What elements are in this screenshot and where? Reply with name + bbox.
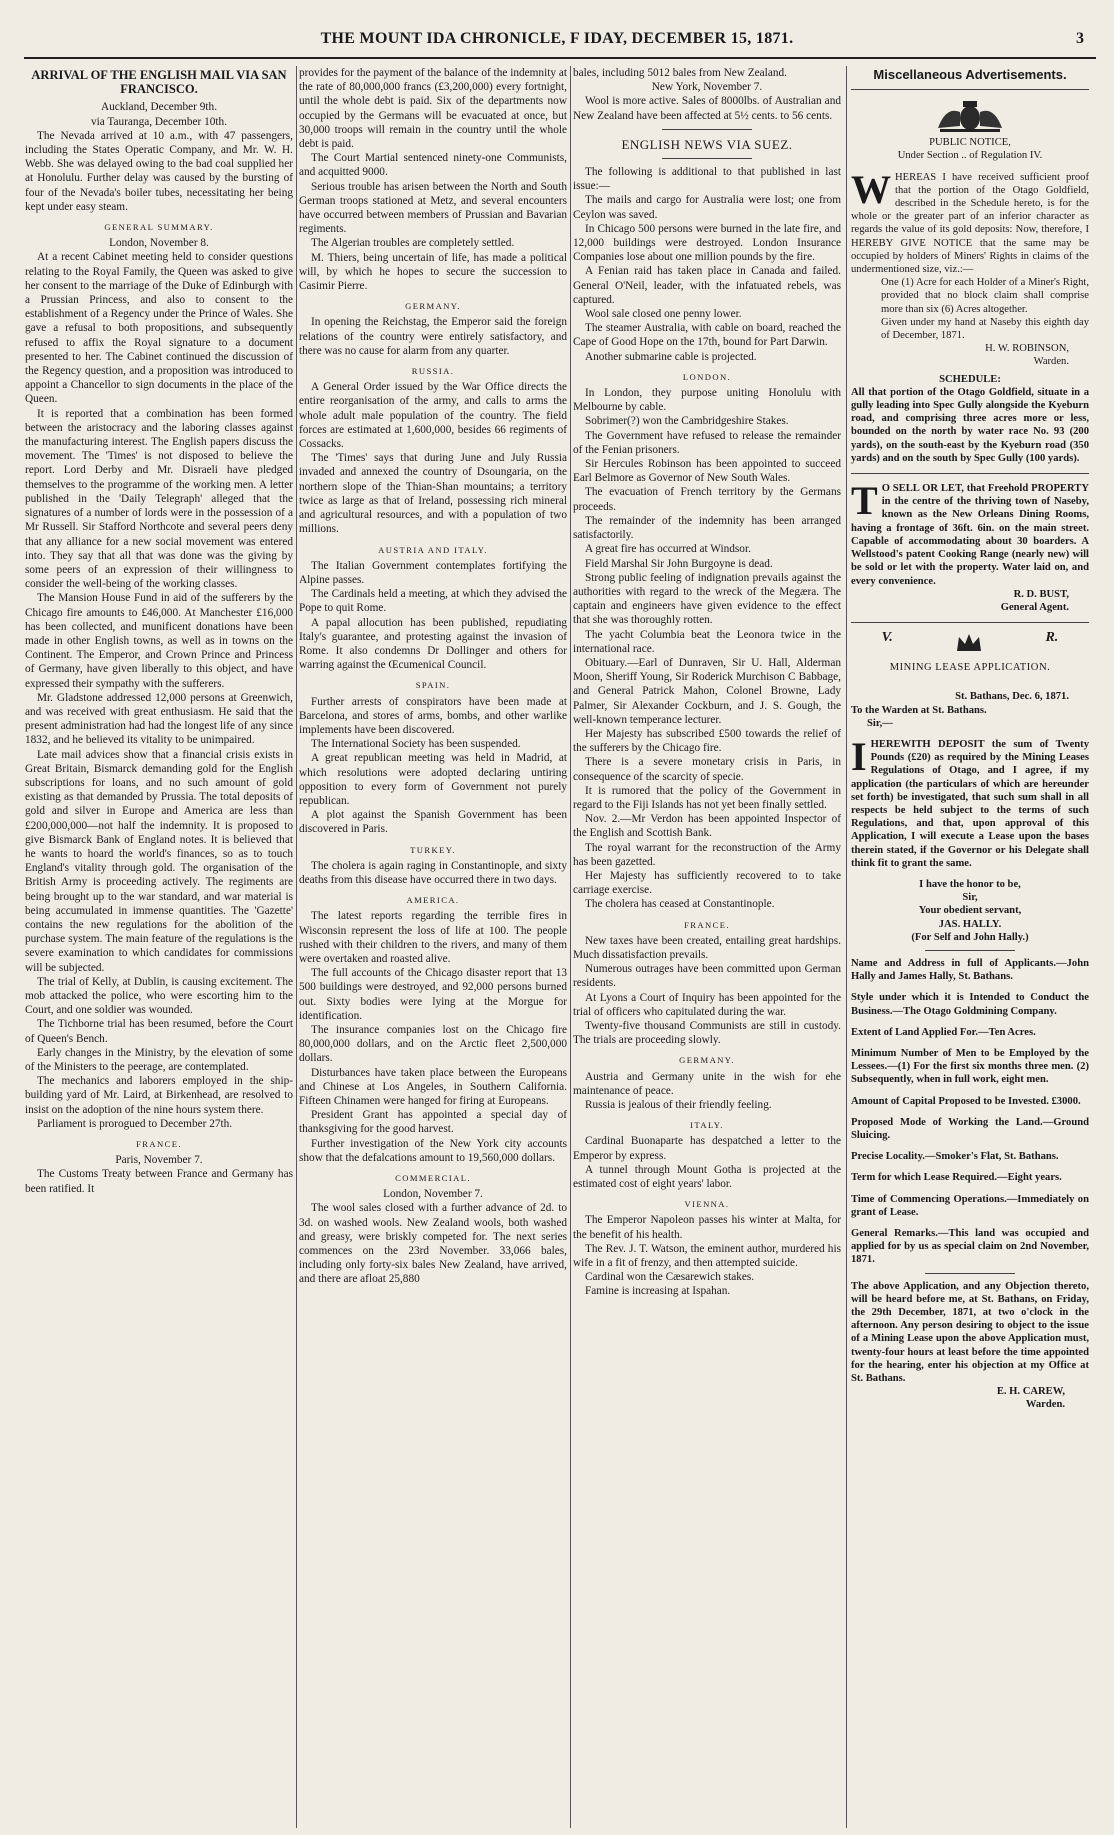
paragraph: At Lyons a Court of Inquiry has been appointed for the trial of officers who capitulated during the war. [573, 991, 841, 1018]
lease-field: Amount of Capital Proposed to be Invested. £3000. [851, 1095, 1081, 1107]
crown-icon [954, 631, 984, 655]
paragraph: Late mail advices show that a financial crisis exists in Great Britain, Bismarck demanding gold for the English subscriptions for loans, and no such amount of gold existing as that demanded by Prussia. The total deposits of gold and silver in Europe and America are less than £200,000,000—not half the indemnity. It is proposed to give Bismarck Bank of England notes. It is believed that he wants to hoard the world's finances, so as to touch England's vitality through gold. The organisation of the British Army is proceeding actively. The regiments are being brought up to the war standard, and war material is being accumulated in immense quantities. The 'Gazette' contains the new regulations for the abolition of the purchase system. The main feature of the regulations is the severe examination to which candidates for commissions will be subjected. [25, 748, 293, 974]
section-divider [925, 950, 1015, 951]
lease-salutation: Sir,— [867, 717, 893, 729]
paragraph: In Chicago 500 persons were burned in the late fire, and 12,000 buildings were destroyed. London Insurance Companies lose about one million pounds by the fire. [573, 222, 841, 264]
section-divider [662, 158, 752, 159]
subheading: TURKEY. [410, 844, 456, 855]
paragraph: Mr. Gladstone addressed 12,000 persons at Greenwich, and was received with great enthusiasm. He said that the present administration had had the longest life of any since 1832, and he believed its vitality to be unimpaired. [25, 691, 293, 747]
paragraph: Field Marshal Sir John Burgoyne is dead. [585, 557, 773, 570]
paragraph: A tunnel through Mount Gotha is projected at the estimated cost of eight years' labor. [573, 1163, 841, 1191]
paragraph: Her Majesty has subscribed £500 towards the relief of the sufferers by the Chicago fire. [573, 727, 841, 755]
subheading: GERMANY. [405, 301, 461, 312]
paragraph: The evacuation of French territory by the Germans proceeds. [573, 486, 841, 513]
column-3 [573, 66, 841, 1828]
paragraph: Sir Hercules Robinson has been appointed to succeed Earl Belmore as Governor of New South Wales. [573, 458, 841, 485]
paragraph: Famine is increasing at Ispahan. [585, 1285, 731, 1298]
paragraph: Her Majesty has sufficiently recovered to to take carriage exercise. [573, 869, 841, 897]
signature: E. H. CAREW, [996, 1386, 1065, 1398]
paragraph: Cardinal won the Cæsarewich stakes. [585, 1271, 755, 1284]
lease-body-text: HEREWITH DEPOSIT the sum of Twenty Pounds (£20) as required by the Mining Leases Regulations of Otago, and I agree, if my application (the particulars of which are hereunder set forth) be investigated, that such sum shall in all respects be held subject to the terms of such Regulations, and that, upon approval of this Application, I will execute a Lease upon the bases therein stated, if the Governor or his Delegate shall think fit to grant the same. [851, 738, 1089, 869]
column-rule [570, 66, 571, 1828]
paragraph: In London, they purpose uniting Honolulu with Melbourne by cable. [573, 387, 841, 414]
paragraph: Twenty-five thousand Communists are still in custody. The trials are proceeding slowly. [573, 1020, 841, 1047]
article-heading: ENGLISH NEWS VIA SUEZ. [621, 136, 793, 152]
paragraph: At a recent Cabinet meeting held to consider questions relating to the Royal Family, the Queen was asked to give her consent to the marriage of the Duke of Edinburgh with a Prussian Princess, and also to consent to the establishment of a Regency under the Prince of Wales. She gave a refusal to both propositions, and subsequently refused to affix the Royal signature to a document presented to her. The Cabinet continued the discussion of the Regency question, and a proposition was introduced to appoint a Chancellor to sign documents in the place of the Queen. [25, 251, 293, 406]
paragraph: A plot against the Spanish Government has been discovered in Paris. [299, 809, 567, 836]
subheading: VIENNA. [684, 1199, 730, 1210]
paragraph: The cholera has ceased at Constantinople. [585, 898, 775, 911]
notice-subtitle: Under Section .. of Regulation IV. [897, 150, 1043, 162]
paragraph: The Customs Treaty between France and Germany has been ratified. It [25, 1168, 293, 1195]
paragraph: The Algerian troubles are completely settled. [311, 237, 515, 250]
dateline: London, November 7. [383, 1188, 483, 1201]
paragraph: Serious trouble has arisen between the North and South German troops stationed at Metz, and several encounters have occurred between members of Prussian and Bavarian regiments. [299, 180, 567, 236]
lease-field: General Remarks.—This land was occupied and applied for by us as special claim on 2nd November, 1871. [851, 1228, 1089, 1266]
paragraph: In opening the Reichstag, the Emperor said the foreign relations of the country were entirely satisfactory, and there was no cause for alarm from any quarter. [299, 316, 567, 357]
property-ad-text: O SELL OR LET, that Freehold PROPERTY in the centre of the thriving town of Naseby, known as the New Orleans Dining Rooms, having a frontage of 36ft. 6in. on the main street. Capable of accommodating about 30 boarders. A Wellstood's patent Cooking Range (nearly new) will be sold or let with the property. Water laid on, and every convenience. [851, 483, 1089, 587]
subheading: AUSTRIA AND ITALY. [378, 544, 488, 555]
paragraph: The Government have refused to release the remainder of the Fenian prisoners. [573, 429, 841, 456]
notice-given: Given under my hand at Naseby this eighth day of December, 1871. [881, 316, 1089, 342]
subheading: AMERICA. [406, 895, 460, 906]
paragraph: A General Order issued by the War Office directs the entire reorganisation of the army, and calls to arms the whole adult male population of the country. The field forces are estimated at 1,600,000, besides 66 regiments of Cossacks. [299, 381, 567, 451]
column-rule [846, 66, 847, 1828]
paragraph: There is a severe monetary crisis in Paris, in consequence of the scarcity of specie. [573, 756, 841, 783]
ads-title: Miscellaneous Advertisements. [873, 67, 1067, 82]
masthead [0, 30, 1114, 52]
paragraph: Nov. 2.—Mr Verdon has been appointed Inspector of the English and Scottish Bank. [573, 813, 841, 840]
paragraph: The Rev. J. T. Watson, the eminent author, murdered his wife in a fit of frenzy, and then attempted suicide. [573, 1242, 841, 1270]
section-divider [851, 473, 1089, 474]
paragraph: Parliament is prorogued to December 27th. [37, 1117, 233, 1130]
lease-closing: I have the honor to be, [919, 878, 1021, 890]
paragraph: It is rumored that the policy of the Government in regard to the Fiji Islands has not yet been finally settled. [573, 784, 841, 811]
paragraph: provides for the payment of the balance of the indemnity at the rate of 80,000,000 francs (£3,200,000) every fortnight, until the whole debt is paid. Six of the departments now occupied by the Germans will be evacuated at once, but 30,000 troops will remain in the country until the whole debt is paid. [299, 67, 567, 151]
lease-field: Time of Commencing Operations.—Immediately on grant of Lease. [851, 1193, 1089, 1218]
lease-field: Proposed Mode of Working the Land.—Ground Sluicing. [851, 1116, 1089, 1141]
subheading: RUSSIA. [411, 366, 455, 377]
section-divider [851, 622, 1089, 623]
subheading: ITALY. [690, 1120, 724, 1131]
lease-title: MINING LEASE APPLICATION. [889, 662, 1051, 674]
lease-closing: Your obedient servant, [918, 905, 1022, 917]
notice-body [851, 166, 1089, 277]
signature: R. D. BUST, [1013, 588, 1069, 600]
dateline: Auckland, December 9th. [100, 101, 218, 114]
signature: H. W. ROBINSON, [985, 343, 1069, 355]
paragraph: Further investigation of the New York city accounts show that the defalcations amount to 19,560,000 dollars. [299, 1137, 567, 1164]
paragraph: The wool sales closed with a further advance of 2d. to 3d. on washed wools. New Zealand wools, both washed and greasy, were briskly competed for. The next series commences on the 23rd November. 33,066 bales, including only forty-six bales New Zealand, have arrived, and there are afloat 25,880 [299, 1202, 567, 1286]
signature-title: General Agent. [1000, 601, 1069, 613]
notice-title: PUBLIC NOTICE, [929, 137, 1011, 149]
cipher-r: R. [1045, 630, 1059, 646]
paragraph: Further arrests of conspirators have been made at Barcelona, and stores of arms, bombs, and other warlike implements have been discovered. [299, 695, 567, 736]
paragraph: The Mansion House Fund in aid of the sufferers by the Chicago fire amounts to £46,000. At Manchester £16,000 has been collected, and munificent donations have been made in other English towns, as well as in towns on the Continent. The Emperor, and Crown Prince and Princess of Germany, have given liberally to this object, and have expressed their sympathy with the sufferers. [25, 592, 293, 690]
paragraph: A papal allocution has been published, repudiating Italy's guarantee, and protesting against the invasion of Rome. It also condemns Dr Dollinger and others for warring against the Œcumenical Council. [299, 616, 567, 672]
paragraph: The Nevada arrived at 10 a.m., with 47 passengers, including the States Operatic Company, and Mr. W. H. Webb. She was delayed owing to the bad coal supplied her at Honolulu. Further delay was caused by the bursting of four of the Nevada's boiler tubes, necessitating her being kept under easy steam. [25, 129, 293, 213]
paragraph: A Fenian raid has taken place in Canada and failed. General O'Neil, leader, with the infatuated rebels, was captured. [573, 265, 841, 306]
paragraph: The full accounts of the Chicago disaster report that 13 500 buildings were destroyed, and 92,000 persons burned out. Sixty bodies were lying at the Morgue for identification. [299, 967, 567, 1022]
masthead-title: THE MOUNT IDA CHRONICLE, F IDAY, DECEMBER 15, 1871. [320, 30, 794, 47]
section-divider [925, 1273, 1015, 1274]
lease-signatory: JAS. HALLY. [938, 918, 1002, 930]
paragraph: The steamer Australia, with cable on board, reached the Cape of Good Hope on the 17th, bound for Part Darwin. [573, 322, 841, 349]
paragraph: Obituary.—Earl of Dunraven, Sir U. Hall, Alderman Moon, Sheriff Young, Sir Roderick Murchison C Babbage, and General Patrick Mahon, Colonel Browne, Lady Palmer, Sir Alexander Cockburn, and J. S. Gough, the well-known temperance lecturer. [573, 656, 841, 726]
lease-body [851, 733, 1089, 870]
lease-closing: Sir, [962, 892, 978, 904]
paragraph: Numerous outrages have been committed upon German residents. [573, 963, 841, 990]
paragraph: Wool sale closed one penny lower. [585, 308, 742, 321]
column-2 [299, 66, 567, 1828]
royal-arms-icon [932, 98, 1008, 134]
notice-item: One (1) Acre for each Holder of a Miner's Right, provided that no block claim shall comprise more than six (6) Acres altogether. [881, 277, 1089, 315]
paragraph: It is reported that a combination has been formed between the aristocracy and the laboring classes against the manufacturing interest. The English papers discuss the movement. The 'Times' is not disposed to believe the report. Lord Derby and Mr. Disraeli have pledged themselves to the programme of the working men. A letter published in the 'Daily Telegraph' alleged that the signatures of a number of lords were in the possession of a Mr Russell. Sir Stafford Northcote and several peers deny that any alliance for a new social movement was entered into. They say that all that was done was the giving by some peers of an expression of their willingness to consider the well-being of the working classes. [25, 407, 293, 591]
paragraph: Austria and Germany unite in the wish for ehe maintenance of peace. [573, 1070, 841, 1097]
paragraph: A great republican meeting was held in Madrid, at which resolutions were adopted declaring untiring opposition to every form of Government not purely republican. [299, 752, 567, 807]
paragraph: bales, including 5012 bales from New Zealand. [573, 67, 787, 79]
section-divider [851, 89, 1089, 90]
paragraph: The mechanics and laborers employed in the ship-building yard of Mr. Laird, at Birkenhead, are resolved to insist on the adoption of the nine hours system there. [25, 1075, 293, 1116]
paragraph: Early changes in the Ministry, by the elevation of some of the Ministers to the peerage, are contemplated. [25, 1046, 293, 1074]
hearing-notice: The above Application, and any Objection thereto, will be heard before me, at St. Bathans, on Friday, the 29th December, 1871, at two o'clock in the afternoon. Any person desiring to object to the issue of a Mining Lease upon the above Application must, twenty-four hours at least before the time appointed for the hearing, enter his objection at my Office at St. Bathans. [851, 1280, 1089, 1385]
cipher-v: V. [881, 630, 893, 646]
schedule-text: All that portion of the Otago Goldfield, situate in a gully leading into Spec Gully alongside the Kyeburn road, and comprising three acres more or less, bounded on the north by water race No. 93 (200 yards), on the south-east by the Kyeburn road (350 yards) and on the south by Spec Gully (100 yards). [851, 386, 1089, 464]
paragraph: The Court Martial sentenced ninety-one Communists, and acquitted 9000. [299, 152, 567, 179]
subheading: GERMANY. [679, 1055, 735, 1066]
dateline: London, November 8. [109, 237, 209, 250]
paragraph: Russia is jealous of their friendly feeling. [585, 1099, 772, 1112]
article-heading: ARRIVAL OF THE ENGLISH MAIL VIA SAN FRANCISCO. [31, 68, 287, 97]
paragraph: The latest reports regarding the terrible fires in Wisconsin represent the loss of life at 100. The people rushed with their children to the rivers, and many of them were overtaken and roasted alive. [299, 910, 567, 965]
paragraph: The royal warrant for the reconstruction of the Army has been gazetted. [573, 841, 841, 868]
paragraph: The Emperor Napoleon passes his winter at Malta, for the benefit of his health. [573, 1214, 841, 1241]
subheading: SPAIN. [415, 680, 451, 691]
subheading: COMMERCIAL. [395, 1173, 471, 1184]
paragraph: The Cardinals held a meeting, at which they advised the Pope to quit Rome. [299, 588, 567, 615]
paragraph: The insurance companies lost on the Chicago fire 80,000,000 dollars, and on the Arctic fleet 2,500,000 dollars. [299, 1024, 567, 1065]
lease-field: Style under which it is Intended to Conduct the Business.—The Otago Goldmining Company. [851, 992, 1089, 1017]
paragraph: The trial of Kelly, at Dublin, is causing excitement. The mob attacked the police, who were escorting him to the Court, and one soldier was wounded. [25, 975, 293, 1017]
paragraph: Strong public feeling of indignation prevails against the authorities with regard to the wreck of the Megæra. The captain and engineers have given evidence to the effect that she was thoroughly rotten. [573, 571, 841, 627]
lease-field: Term for which Lease Required.—Eight years. [851, 1172, 1062, 1184]
paragraph: The yacht Columbia beat the Leonora twice in the international race. [573, 628, 841, 655]
paragraph: Sobrimer(?) won the Cambridgeshire Stakes. [585, 415, 789, 428]
paragraph: President Grant has appointed a special day of thanksgiving for the good harvest. [299, 1109, 567, 1136]
paragraph: The mails and cargo for Australia were lost; one from Ceylon was saved. [573, 194, 841, 221]
subheading: FRANCE. [684, 919, 730, 930]
dateline: New York, November 7. [651, 81, 763, 94]
column-1 [25, 66, 293, 1828]
subheading: LONDON. [682, 371, 732, 382]
paragraph: Wool is more active. Sales of 8000lbs. of Australian and New Zealand have been affected at 5½ cents. to 56 cents. [573, 95, 841, 122]
paragraph: M. Thiers, being uncertain of life, has made a political will, by which he hopes to secure the succession to Casimir Pierre. [299, 251, 567, 293]
lease-dateline: St. Bathans, Dec. 6, 1871. [955, 691, 1069, 703]
paragraph: The 'Times' says that during June and July Russia invaded and annexed the country of Dsoungaria, on the northern slope of the Thian-Shan mountains; a territory twice as large as that of Ireland, possessing rich mineral and agricultural resources, and with a population of two millions. [299, 452, 567, 536]
column-rule [296, 66, 297, 1828]
column-4-advertisements [851, 66, 1089, 1828]
masthead-rule [24, 57, 1096, 59]
lease-field: Extent of Land Applied For.—Ten Acres. [851, 1026, 1036, 1038]
paragraph: Cardinal Buonaparte has despatched a letter to the Emperor by express. [573, 1135, 841, 1162]
royal-cipher [851, 631, 1089, 655]
lease-field: Name and Address in full of Applicants.—John Hally and James Hally, St. Bathans. [851, 957, 1089, 983]
paragraph: The International Society has been suspended. [311, 738, 521, 751]
lease-for: (For Self and John Hally.) [911, 931, 1029, 943]
page-number: 3 [1076, 30, 1084, 47]
drop-cap: W [851, 166, 891, 212]
paragraph: Disturbances have taken place between the Europeans and Chinese at Los Angeles, in Southern California. Fifteen Chinamen were hanged for firing at Europeans. [299, 1066, 567, 1108]
paragraph: The Italian Government contemplates fortifying the Alpine passes. [299, 559, 567, 586]
property-ad [851, 478, 1089, 588]
paragraph: The following is additional to that published in last issue:— [573, 166, 841, 193]
lease-addressee: To the Warden at St. Bathans. [851, 704, 987, 716]
paragraph: The cholera is again raging in Constantinople, and sixty deaths from this disease have occurred there in two days. [299, 859, 567, 886]
schedule-heading: SCHEDULE: [939, 373, 1001, 385]
paragraph: New taxes have been created, entailing great hardships. Much dissatisfaction prevails. [573, 934, 841, 961]
lease-field: Minimum Number of Men to be Employed by the Lessees.—(1) For the first six months three men. (2) Subsequently, when in full work, eight men. [851, 1047, 1089, 1086]
subheading: GENERAL SUMMARY. [104, 222, 214, 233]
lease-field: Precise Locality.—Smoker's Flat, St. Bathans. [851, 1151, 1059, 1163]
paragraph: A great fire has occurred at Windsor. [585, 543, 751, 556]
drop-cap: I [851, 733, 867, 779]
notice-text: HEREAS I have received sufficient proof that the portion of the Otago Goldfield, described in the Schedule hereto, is for the whole or the greater part of an inferior character as regards the value of its gold deposits: Now, therefore, I HEREBY GIVE NOTICE that the same may be occupied by holders of Miners' Rights in claims of the undermentioned size, viz.:— [851, 171, 1089, 276]
dateline: Paris, November 7. [115, 1154, 203, 1167]
signature-title: Warden. [1033, 356, 1069, 368]
signature-title: Warden. [1025, 1399, 1065, 1411]
paragraph: The Tichborne trial has been resumed, before the Court of Queen's Bench. [25, 1018, 293, 1045]
dateline: via Tauranga, December 10th. [90, 115, 228, 128]
paragraph: Another submarine cable is projected. [585, 350, 757, 363]
drop-cap: T [851, 478, 878, 524]
paragraph: The remainder of the indemnity has been arranged satisfactorily. [573, 514, 841, 542]
section-divider [662, 129, 752, 130]
subheading: FRANCE. [136, 1139, 182, 1150]
